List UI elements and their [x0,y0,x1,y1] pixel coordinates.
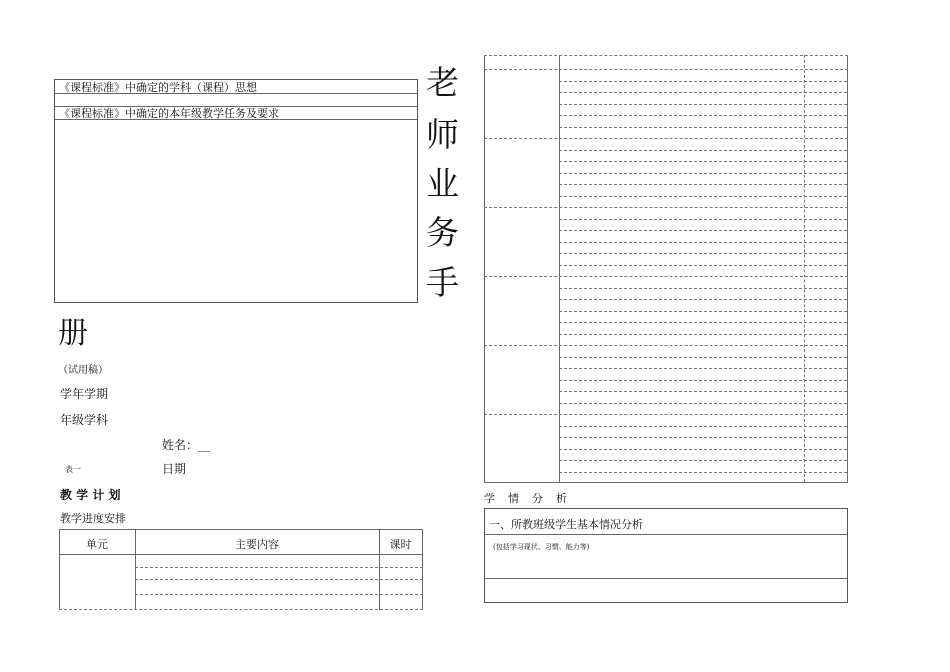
grid-row-line [559,92,847,93]
student-analysis-title: 一、所教班级学生基本情况分析 [489,518,643,531]
title-char-2: 师 [426,115,459,154]
grid-row-line [559,288,847,289]
grid-row-line [559,196,847,197]
grid-row-line [559,150,847,151]
title-char-3: 业 [426,164,459,203]
grid-row-line [559,426,847,427]
grid-row-line [559,104,847,105]
title-char-6: 册 [58,316,88,351]
grid-row-line [559,127,847,128]
grade-subject-label: 年级学科 [60,413,109,427]
grid-row-line [559,184,847,185]
grade-tasks-label: 《课程标准》中确定的本年级教学任务及要求 [59,107,279,120]
title-char-4: 务 [426,213,459,252]
grid-row-line [559,311,847,312]
col-unit: 单元 [86,538,108,551]
draft-note: （试用稿） [58,365,108,376]
grid-row-line [559,115,847,116]
year-term-label: 学年学期 [60,387,109,401]
grid-row-line [559,230,847,231]
name-field[interactable] [162,436,210,453]
grid-row-line [559,460,847,461]
grid-row-line [559,472,847,473]
col-hours: 课时 [389,538,412,551]
table-number-label: 表一 [65,465,81,474]
grid-row-line [559,357,847,358]
col-main-content: 主要内容 [235,538,279,551]
grid-row-line [559,161,847,162]
student-analysis-hint: (包括学习现状、习惯、能力等) [493,543,590,551]
progress-label: 教学进度安排 [60,512,126,525]
progress-table [59,529,423,610]
grid-row-line [559,391,847,392]
grid-row-line [559,173,847,174]
grid-row-line [559,403,847,404]
grid-row-line [559,380,847,381]
grid-row-line [559,299,847,300]
grid-row-line [559,81,847,82]
grid-row-line [559,368,847,369]
grid-row-line [559,253,847,254]
grid-row-line [559,219,847,220]
grid-row-line [559,265,847,266]
grid-row-line [559,322,847,323]
name-blank: ：__ [186,438,211,452]
grid-row-line [559,437,847,438]
curriculum-box [54,79,418,303]
title-char-1: 老 [426,63,459,102]
learning-analysis-heading: 学 情 分 析 [484,492,568,505]
student-analysis-box [484,508,848,603]
date-label: 日期 [162,462,187,476]
curriculum-thought-label: 《课程标准》中确定的学科（课程）思想 [59,81,257,94]
title-char-5: 手 [426,263,459,302]
teaching-plan-heading: 教 学 计 划 [60,488,121,502]
grid-row-line [559,449,847,450]
grid-row-line [559,334,847,335]
right-grid [484,55,848,483]
grid-row-line [559,242,847,243]
name-label: 姓名 [162,438,187,452]
